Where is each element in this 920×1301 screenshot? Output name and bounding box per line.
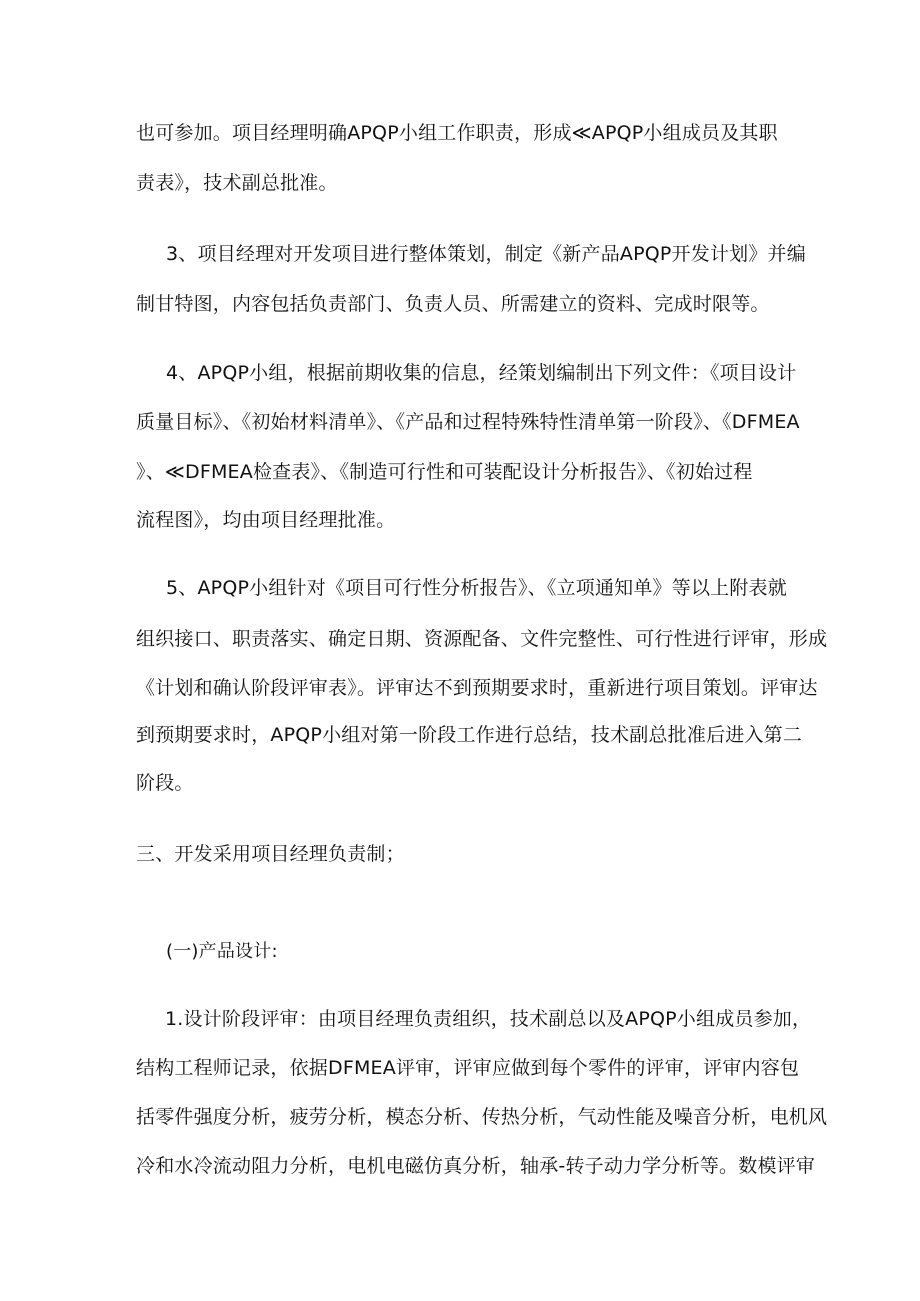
body-text-line: 质量目标》、《初始材料清单》、《产品和过程特殊特性清单第一阶段》、《DFMEA — [136, 411, 800, 433]
body-text-line: 《计划和确认阶段评审表》。评审达不到预期要求时，重新进行项目策划。评审达 — [136, 677, 818, 699]
body-text-line: 组织接口、职责落实、确定日期、资源配备、文件完整性、可行性进行评审，形成 — [136, 628, 828, 650]
body-text-line: 责表》，技术副总批准。 — [136, 172, 338, 194]
body-text-line: 3、项目经理对开发项目进行整体策划，制定《新产品APQP开发计划》并编 — [166, 243, 806, 265]
body-text-line: 冷和水冷流动阻力分析，电机电磁仿真分析，轴承-转子动力学分析等。数模评审 — [136, 1155, 816, 1177]
body-text-line: 也可参加。项目经理明确APQP小组工作职责，形成≪APQP小组成员及其职 — [136, 122, 778, 144]
body-text-line: 4、APQP小组，根据前期收集的信息，经策划编制出下列文件：《项目设计 — [166, 362, 797, 384]
body-text-line: 流程图》，均由项目经理批准。 — [136, 509, 396, 531]
body-text-line: 到预期要求时，APQP小组对第一阶段工作进行总结，技术副总批准后进入第二 — [136, 724, 803, 746]
body-text-line: 5、APQP小组针对《项目可行性分析报告》、《立项通知单》等以上附表就 — [166, 577, 787, 599]
subsection-heading: (一)产品设计: — [166, 941, 278, 962]
body-text-line: 结构工程师记录，依据DFMEA评审，评审应做到每个零件的评审，评审内容包 — [136, 1057, 800, 1079]
body-text-line: 1.设计阶段评审：由项目经理负责组织，技术副总以及APQP小组成员参加， — [165, 1008, 812, 1030]
body-text-line: 阶段。 — [136, 772, 194, 794]
body-text-line: 括零件强度分析，疲劳分析，模态分析、传热分析，气动性能及噪音分析，电机风 — [136, 1106, 828, 1128]
body-text-line: 》、≪DFMEA检查表》、《制造可行性和可装配设计分析报告》、《初始过程 — [136, 461, 753, 483]
section-heading: 三、开发采用项目经理负责制； — [136, 843, 405, 865]
body-text-line: 制甘特图，内容包括负责部门、负责人员、所需建立的资料、完成时限等。 — [136, 293, 770, 315]
